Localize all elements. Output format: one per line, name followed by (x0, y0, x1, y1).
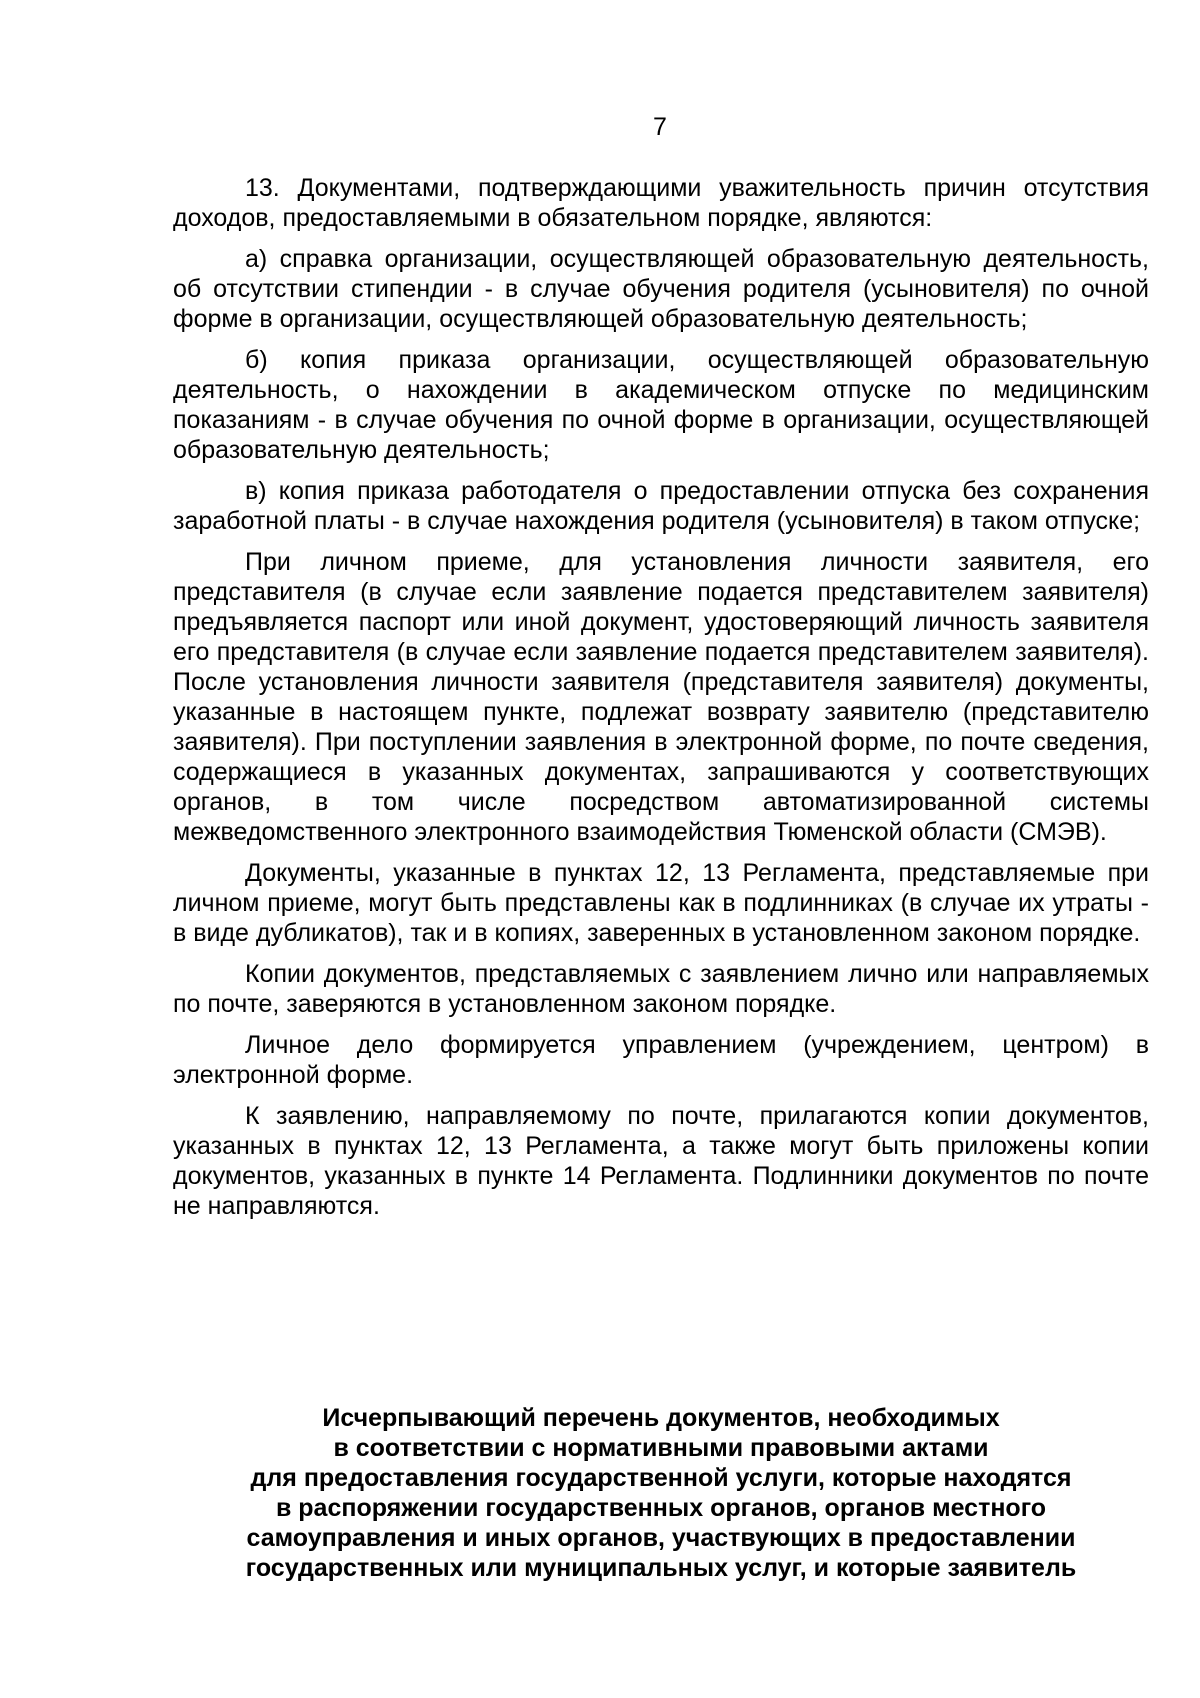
heading-line: государственных или муниципальных услуг, и которые заявитель (245, 1554, 1077, 1582)
heading-line: для предоставления государственной услуги, которые находятся (250, 1464, 1072, 1492)
paragraph-personal-reception: При личном приеме, для установления личности заявителя, его представителя (в случае если заявление подается представителем заявителя) предъявляется паспорт или иной документ, удостоверяющий личность заявителя его представителя (в случае если заявление подается представителем заявителя). После установления личности заявителя (представителя заявителя) документы, указанные в настоящем пункте, подлежат возврату заявителю (представителю заявителя). При поступлении заявления в электронной форме, по почте сведения, содержащиеся в указанных документах, запрашиваются у соответствующих органов, в том числе посредством автоматизированной системы межведомственного электронного взаимодействия Тюменской области (СМЭВ). (173, 548, 1149, 846)
heading-line: в распоряжении государственных органов, органов местного (275, 1494, 1047, 1522)
paragraph-subitem-b: б) копия приказа организации, осуществляющей образовательную деятельность, о нахождении в академическом отпуске по медицинским показаниям - в случае обучения по очной форме в организации, осуществляющей образовательную деятельность; (173, 346, 1149, 464)
document-body (173, 173, 1149, 1221)
paragraph-copies-certification: Копии документов, представляемых с заявлением лично или направляемых по почте, заверяются в установленном законом порядке. (173, 960, 1149, 1018)
paragraph-personal-file: Личное дело формируется управлением (учреждением, центром) в электронной форме. (173, 1031, 1149, 1089)
paragraph-mail-submission: К заявлению, направляемому по почте, прилагаются копии документов, указанных в пунктах 12, 13 Регламента, а также могут быть приложены копии документов, указанных в пункте 14 Регламента. Подлинники документов по почте не направляются. (173, 1102, 1149, 1220)
paragraph-documents-originals: Документы, указанные в пунктах 12, 13 Регламента, представляемые при личном приеме, могут быть представлены как в подлинниках (в случае их утраты - в виде дубликатов), так и в копиях, заверенных в установленном законом порядке. (173, 859, 1149, 947)
heading-line: самоуправления и иных органов, участвующих в предоставлении (246, 1524, 1076, 1552)
heading-line: Исчерпывающий перечень документов, необходимых (322, 1404, 1000, 1432)
paragraph-item-13: 13. Документами, подтверждающими уважительность причин отсутствия доходов, предоставляемыми в обязательном порядке, являются: (173, 174, 1149, 232)
section-heading (173, 1403, 1149, 1583)
paragraph-subitem-v: в) копия приказа работодателя о предоставлении отпуска без сохранения заработной платы - в случае нахождения родителя (усыновителя) в таком отпуске; (173, 477, 1149, 535)
paragraph-subitem-a: а) справка организации, осуществляющей образовательную деятельность, об отсутствии стипендии - в случае обучения родителя (усыновителя) по очной форме в организации, осуществляющей образовательную деятельность; (173, 245, 1149, 333)
page-number: 7 (653, 113, 667, 141)
heading-line: в соответствии с нормативными правовыми актами (333, 1434, 989, 1462)
